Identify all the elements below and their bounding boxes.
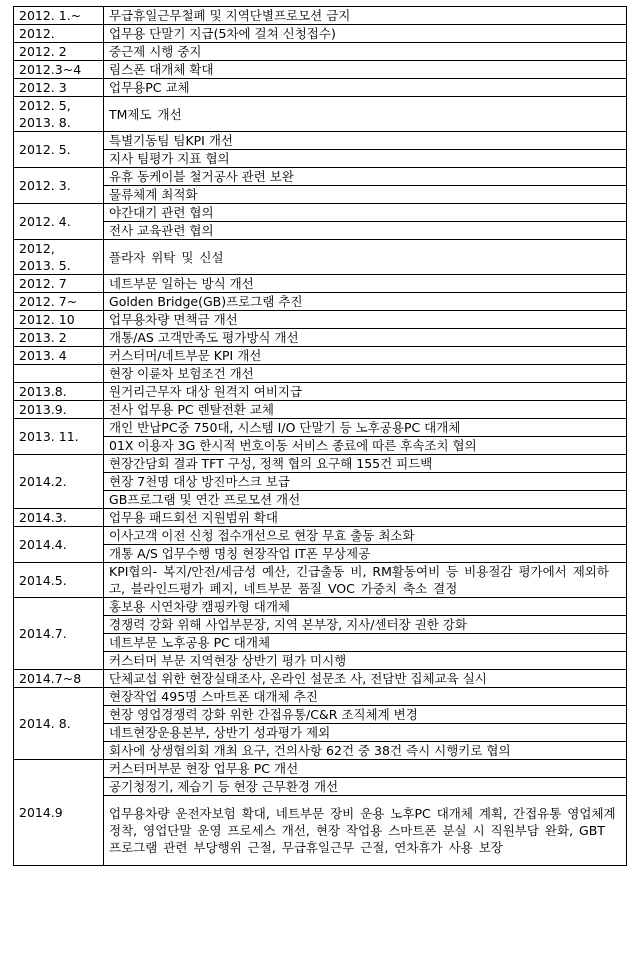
- date-cell: 2012. 10: [14, 311, 104, 329]
- table-row: [14, 61, 627, 79]
- table-row: [14, 670, 627, 688]
- table-row: [14, 634, 627, 652]
- table-row: [14, 778, 627, 796]
- item-cell: 현장 이륜차 보험조건 개선: [104, 365, 627, 383]
- item-cell: 이사고객 이전 신청 접수개선으로 현장 무효 출동 최소화: [104, 527, 627, 545]
- item-cell: 개통/AS 고객만족도 평가방식 개선: [104, 329, 627, 347]
- table-row: [14, 79, 627, 97]
- table-row: [14, 365, 627, 383]
- table-row: [14, 598, 627, 616]
- item-cell: 림스폰 대개체 확대: [104, 61, 627, 79]
- item-cell: 물류체계 최적화: [104, 186, 627, 204]
- date-cell: 2013.8.: [14, 383, 104, 401]
- date-cell: 2014.4.: [14, 527, 104, 563]
- item-cell: 업무용 패드회선 지원범위 확대: [104, 509, 627, 527]
- timeline-table: [13, 6, 627, 866]
- item-cell: 네트현장운용본부, 상반기 성과평가 제외: [104, 724, 627, 742]
- item-cell: 01X 이용자 3G 한시적 번호이동 서비스 종료에 따른 후속조치 협의: [104, 437, 627, 455]
- table-row: [14, 168, 627, 186]
- table-row: [14, 186, 627, 204]
- table-row: [14, 25, 627, 43]
- table-row: [14, 724, 627, 742]
- item-cell: 회사에 상생협의회 개최 요구, 건의사항 62건 중 38건 즉시 시행키로 협의: [104, 742, 627, 760]
- table-row: [14, 545, 627, 563]
- item-cell: 업무용차량 면책금 개선: [104, 311, 627, 329]
- table-row: [14, 293, 627, 311]
- date-cell: 2012. 7: [14, 275, 104, 293]
- date-cell: 2012. 5, 2013. 8.: [14, 97, 104, 132]
- item-cell: GB프로그램 및 연간 프로모션 개선: [104, 491, 627, 509]
- table-row: [14, 688, 627, 706]
- item-cell: 현장 7천명 대상 방진마스크 보급: [104, 473, 627, 491]
- date-cell: 2014.5.: [14, 563, 104, 598]
- item-cell: 현장 영업경쟁력 강화 위한 간접유통/C&R 조직체계 변경: [104, 706, 627, 724]
- table-row: [14, 527, 627, 545]
- item-cell: 플라자 위탁 및 신설: [104, 240, 627, 275]
- item-cell: 홍보용 시연차량 캠핑카형 대개체: [104, 598, 627, 616]
- table-row: [14, 742, 627, 760]
- date-cell: 2012. 3: [14, 79, 104, 97]
- date-cell: 2012. 3.: [14, 168, 104, 204]
- timeline-document: [13, 6, 627, 866]
- item-cell: 지사 팀평가 지표 협의: [104, 150, 627, 168]
- table-row: [14, 222, 627, 240]
- item-cell: 단체교섭 위한 현장실태조사, 온라인 설문조 사, 전담반 집체교육 실시: [104, 670, 627, 688]
- table-row: [14, 760, 627, 778]
- date-cell: 2014.2.: [14, 455, 104, 509]
- table-row: [14, 204, 627, 222]
- table-row: [14, 311, 627, 329]
- table-row: [14, 240, 627, 275]
- item-cell: 커스터머 부문 지역현장 상반기 평가 미시행: [104, 652, 627, 670]
- table-row: [14, 97, 627, 132]
- item-cell: 커스터머/네트부문 KPI 개선: [104, 347, 627, 365]
- item-cell: 유휴 동케이블 철거공사 관련 보완: [104, 168, 627, 186]
- item-cell: 원거리근무자 대상 원격지 여비지급: [104, 383, 627, 401]
- timeline-body: [14, 7, 627, 866]
- table-row: [14, 473, 627, 491]
- date-cell: 2014.7.: [14, 598, 104, 670]
- date-cell: 2013.9.: [14, 401, 104, 419]
- item-cell: 무급휴일근무철폐 및 지역단별프로모션 금지: [104, 7, 627, 25]
- table-row: [14, 383, 627, 401]
- item-cell: 개인 반납PC중 750대, 시스템 I/O 단말기 등 노후공용PC 대개체: [104, 419, 627, 437]
- date-cell: 2014.3.: [14, 509, 104, 527]
- table-row: [14, 419, 627, 437]
- date-cell: 2014.9: [14, 760, 104, 866]
- table-row: [14, 43, 627, 61]
- table-row: [14, 706, 627, 724]
- item-cell: 특별기동팀 팀KPI 개선: [104, 132, 627, 150]
- item-cell: 공기청정기, 제습기 등 현장 근무환경 개선: [104, 778, 627, 796]
- table-row: [14, 563, 627, 598]
- table-row: [14, 652, 627, 670]
- item-cell: 업무용차량 운전자보험 확대, 네트부문 장비 운용 노후PC 대개체 계획, 간접유통 영업체계 정착, 영업단말 운영 프로세스 개선, 현장 작업용 스마트폰 분실 시 직원부담 완화, GBT 프로그램 관련 부당행위 근절, 무급휴일근무 근절, 연차휴가 사용 보장: [104, 796, 627, 866]
- item-cell: 개통 A/S 업무수행 명칭 현장작업 IT폰 무상제공: [104, 545, 627, 563]
- table-row: [14, 455, 627, 473]
- item-cell: 업무용PC 교체: [104, 79, 627, 97]
- item-cell: TM제도 개선: [104, 97, 627, 132]
- date-cell: 2013. 2: [14, 329, 104, 347]
- date-cell: 2012.3~4: [14, 61, 104, 79]
- table-row: [14, 7, 627, 25]
- table-row: [14, 132, 627, 150]
- item-cell: 중근제 시행 중지: [104, 43, 627, 61]
- table-row: [14, 329, 627, 347]
- table-row: [14, 796, 627, 866]
- item-cell: 현장간담회 결과 TFT 구성, 정책 협의 요구해 155건 피드백: [104, 455, 627, 473]
- item-cell: KPI협의- 복지/안전/세금성 예산, 긴급출동 비, RM활동여비 등 비용절감 평가에서 제외하고, 블라인드평가 폐지, 네트부문 품질 VOC 가중치 축소 결정: [104, 563, 627, 598]
- date-cell: 2012. 4.: [14, 204, 104, 240]
- item-cell: 전사 업무용 PC 렌탈전환 교체: [104, 401, 627, 419]
- item-cell: 업무용 단말기 지급(5차에 걸쳐 신청접수): [104, 25, 627, 43]
- date-cell: 2013. 4: [14, 347, 104, 365]
- item-cell: 커스터머부문 현장 업무용 PC 개선: [104, 760, 627, 778]
- item-cell: Golden Bridge(GB)프로그램 추진: [104, 293, 627, 311]
- table-row: [14, 509, 627, 527]
- date-cell: 2012. 7~: [14, 293, 104, 311]
- date-cell: 2014. 8.: [14, 688, 104, 760]
- item-cell: 네트부문 노후공용 PC 대개체: [104, 634, 627, 652]
- date-cell: 2012, 2013. 5.: [14, 240, 104, 275]
- table-row: [14, 150, 627, 168]
- item-cell: 전사 교육관련 협의: [104, 222, 627, 240]
- date-cell: 2012.: [14, 25, 104, 43]
- item-cell: 야간대기 관련 협의: [104, 204, 627, 222]
- table-row: [14, 491, 627, 509]
- table-row: [14, 347, 627, 365]
- table-row: [14, 401, 627, 419]
- date-cell: 2014.7~8: [14, 670, 104, 688]
- date-cell: 2012. 2: [14, 43, 104, 61]
- date-cell: 2012. 5.: [14, 132, 104, 168]
- item-cell: 경쟁력 강화 위해 사업부문장, 지역 본부장, 지사/센터장 권한 강화: [104, 616, 627, 634]
- date-cell: [14, 365, 104, 383]
- item-cell: 현장작업 495명 스마트폰 대개체 추진: [104, 688, 627, 706]
- table-row: [14, 616, 627, 634]
- date-cell: 2012. 1.~: [14, 7, 104, 25]
- item-cell: 네트부문 일하는 방식 개선: [104, 275, 627, 293]
- date-cell: 2013. 11.: [14, 419, 104, 455]
- table-row: [14, 437, 627, 455]
- table-row: [14, 275, 627, 293]
